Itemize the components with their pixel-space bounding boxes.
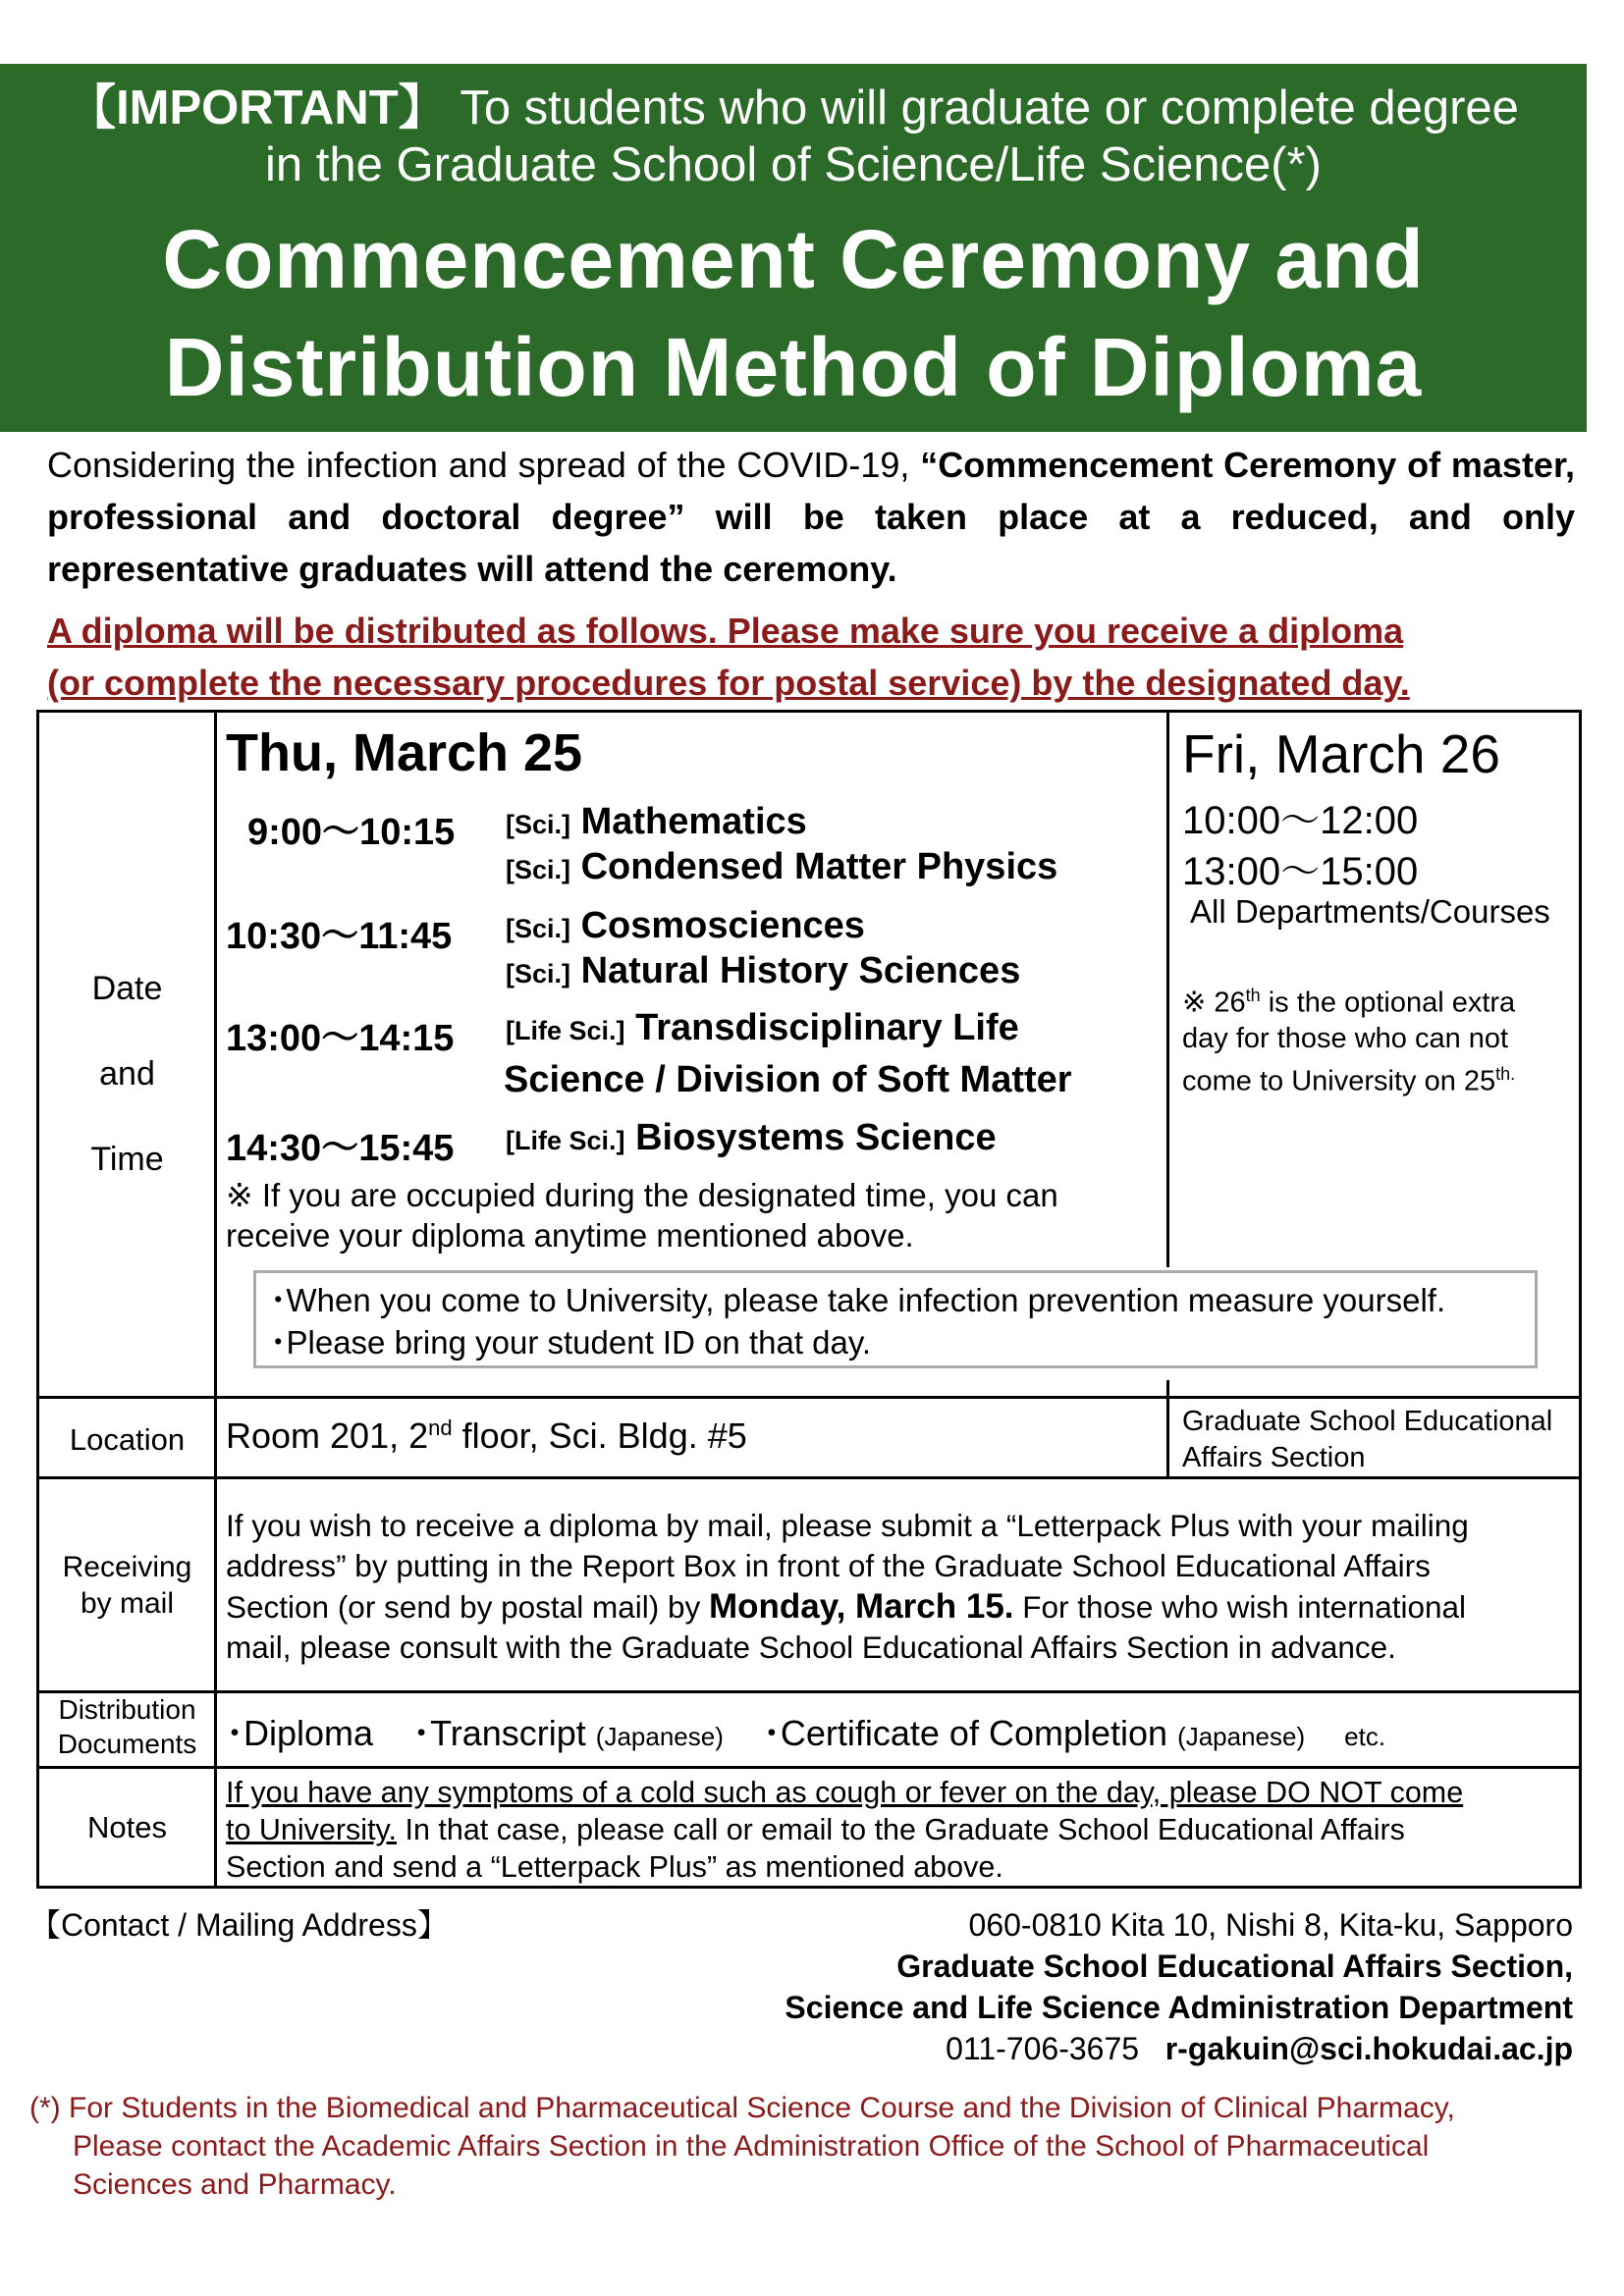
row-divider-2 (39, 1476, 1579, 1479)
slot-dept-6: Science / Division of Soft Matter (504, 1059, 1072, 1100)
page-title-line-2: Distribution Method of Diploma (164, 321, 1423, 413)
banner-line-2: in the Graduate School of Science/Life Science(*) (265, 138, 1322, 191)
notes-line-1: If you have any symptoms of a cold such as cough or fever on the day, please DO NOT come (226, 1776, 1464, 1809)
date-label-1: Date (91, 970, 163, 1007)
doc-diploma: ･Diploma (226, 1713, 374, 1753)
thu-note-line-1: ※ If you are occupied during the designated time, you can (226, 1177, 1058, 1213)
notes-line-2: to University. In that case, please call or email to the Graduate School Educational Affairs (226, 1813, 1405, 1846)
footnote (29, 2089, 1455, 2204)
mail-line-2: address” by putting in the Report Box in front of the Graduate School Educational Affairs (226, 1548, 1431, 1583)
slot-time-3: 10:30～11:45 (226, 916, 453, 957)
footnote-line-3: Sciences and Pharmacy. (73, 2168, 397, 2201)
date-label-3: Time (90, 1141, 164, 1178)
reminder-box (253, 1270, 1538, 1368)
footnote-line-2: Please contact the Academic Affairs Section in the Administration Office of the School of Pharmaceutical (73, 2130, 1430, 2163)
header-banner (0, 64, 1587, 432)
contact-label: 【Contact / Mailing Address】 (29, 1907, 449, 1943)
location-office-line-1: Graduate School Educational (1182, 1406, 1553, 1437)
slot-time-1: 9:00～10:15 (247, 812, 456, 853)
fri-time-1: 10:00～12:00 (1182, 799, 1419, 842)
location-office-line-2: Affairs Section (1182, 1442, 1366, 1473)
contact-address: 060-0810 Kita 10, Nishi 8, Kita-ku, Sapporo (968, 1907, 1573, 1943)
slot-time-7: 14:30～15:45 (226, 1128, 455, 1169)
mail-label (39, 1549, 215, 1622)
slot-time-5: 13:00～14:15 (226, 1018, 455, 1059)
location-office (1182, 1404, 1552, 1476)
fri-heading: Fri, March 26 (1182, 723, 1500, 784)
date-label-2: and (99, 1055, 155, 1093)
slot-dept-3: [Sci.] Cosmosciences (506, 905, 865, 946)
mail-line-4: mail, please consult with the Graduate School Educational Affairs Section in advance. (226, 1629, 1396, 1665)
schedule-table (36, 710, 1582, 1889)
mail-label-line-2: by mail (80, 1587, 175, 1620)
thu-note-line-2: receive your diploma anytime mentioned above. (226, 1217, 914, 1254)
important-label: 【IMPORTANT】 (68, 81, 447, 134)
mail-text (226, 1506, 1469, 1668)
footnote-line-1: (*) For Students in the Biomedical and Pharmaceutical Science Course and the Division of Clinical Pharmacy, (29, 2092, 1455, 2124)
slot-dept-7: [Life Sci.] Biosystems Science (506, 1117, 997, 1158)
row-divider-4 (39, 1766, 1579, 1769)
documents-label (39, 1692, 215, 1761)
contact-email[interactable]: r-gakuin@sci.hokudai.ac.jp (1164, 2031, 1573, 2066)
slot-dept-4: [Sci.] Natural History Sciences (506, 950, 1021, 991)
fri-note-line-3: come to University on $25^{th.}$ (1182, 1063, 1516, 1097)
contact-phone: 011-706-3675 (946, 2031, 1140, 2066)
mail-line-1: If you wish to receive a diploma by mail, please submit a “Letterpack Plus with your mailing (226, 1508, 1469, 1543)
reminder-line-2: ･Please bring your student ID on that day. (270, 1324, 872, 1361)
documents-list: ･Diploma ･Transcript (Japanese) ･Certificate of Completion (Japanese) etc. (226, 1713, 1386, 1753)
mail-label-line-1: Receiving (62, 1551, 192, 1583)
banner-line-1 (0, 80, 1587, 136)
fri-note (1182, 978, 1515, 1098)
intro-paragraph (47, 439, 1575, 595)
contact-office-1: Graduate School Educational Affairs Section, (896, 1949, 1573, 1984)
warning-line-1: A diploma will be distributed as follows. Please make sure you receive a diploma (47, 611, 1404, 651)
location-label: Location (69, 1422, 186, 1457)
notes-text (226, 1774, 1463, 1886)
doc-certificate: ･Certificate of Completion (762, 1713, 1168, 1753)
slot-dept-5: [Life Sci.] Transdisciplinary Life (506, 1007, 1019, 1048)
documents-label-line-1: Distribution (58, 1694, 196, 1725)
notes-label: Notes (87, 1810, 167, 1844)
slot-dept-2: [Sci.] Condensed Matter Physics (506, 846, 1058, 887)
location-divider (1166, 1380, 1169, 1478)
fri-note-line-2: day for those who can not (1182, 1022, 1509, 1054)
contact-phone-email (946, 2028, 1573, 2069)
reminder-line-1: ･When you come to University, please take infection prevention measure yourself. (270, 1282, 1446, 1318)
intro-text-bold: “Commencement Ceremony of master, professional and doctoral degree” will be taken place at a reduced, and only representative graduates will attend the ceremony. (47, 445, 1575, 589)
contact-office-2: Science and Life Science Administration Department (785, 1990, 1573, 2025)
mail-line-3: Section (or send by postal mail) by Monday, March 15. For those who wish international (226, 1587, 1467, 1626)
location-value: Room 201, 2nd floor, Sci. Bldg. #5 (226, 1415, 747, 1456)
doc-etc: etc. (1344, 1722, 1386, 1751)
warning-line-2: (or complete the necessary procedures for postal service) by the designated day. (47, 663, 1410, 703)
page-title-line-1: Commencement Ceremony and (162, 213, 1425, 305)
doc-transcript: ･Transcript (412, 1713, 586, 1753)
banner-line-1-text: To students who will graduate or complete degree (460, 81, 1519, 134)
documents-label-line-2: Documents (57, 1729, 197, 1759)
intro-text: Considering the infection and spread of the COVID-19, (47, 445, 921, 485)
slot-dept-1: [Sci.] Mathematics (506, 801, 807, 842)
row-divider-1 (39, 1396, 1579, 1399)
row-divider-3 (39, 1690, 1579, 1693)
notes-line-3: Section and send a “Letterpack Plus” as mentioned above. (226, 1850, 1003, 1884)
fri-note-line-1: ※ 26th is the optional extra (1182, 986, 1516, 1019)
date-time-label (39, 946, 215, 1202)
day-divider (1166, 713, 1169, 1267)
thu-heading: Thu, March 25 (226, 723, 583, 782)
fri-time-2: 13:00～15:00 (1182, 850, 1419, 893)
fri-departments: All Departments/Courses (1190, 893, 1550, 930)
distribution-warning (47, 605, 1575, 709)
